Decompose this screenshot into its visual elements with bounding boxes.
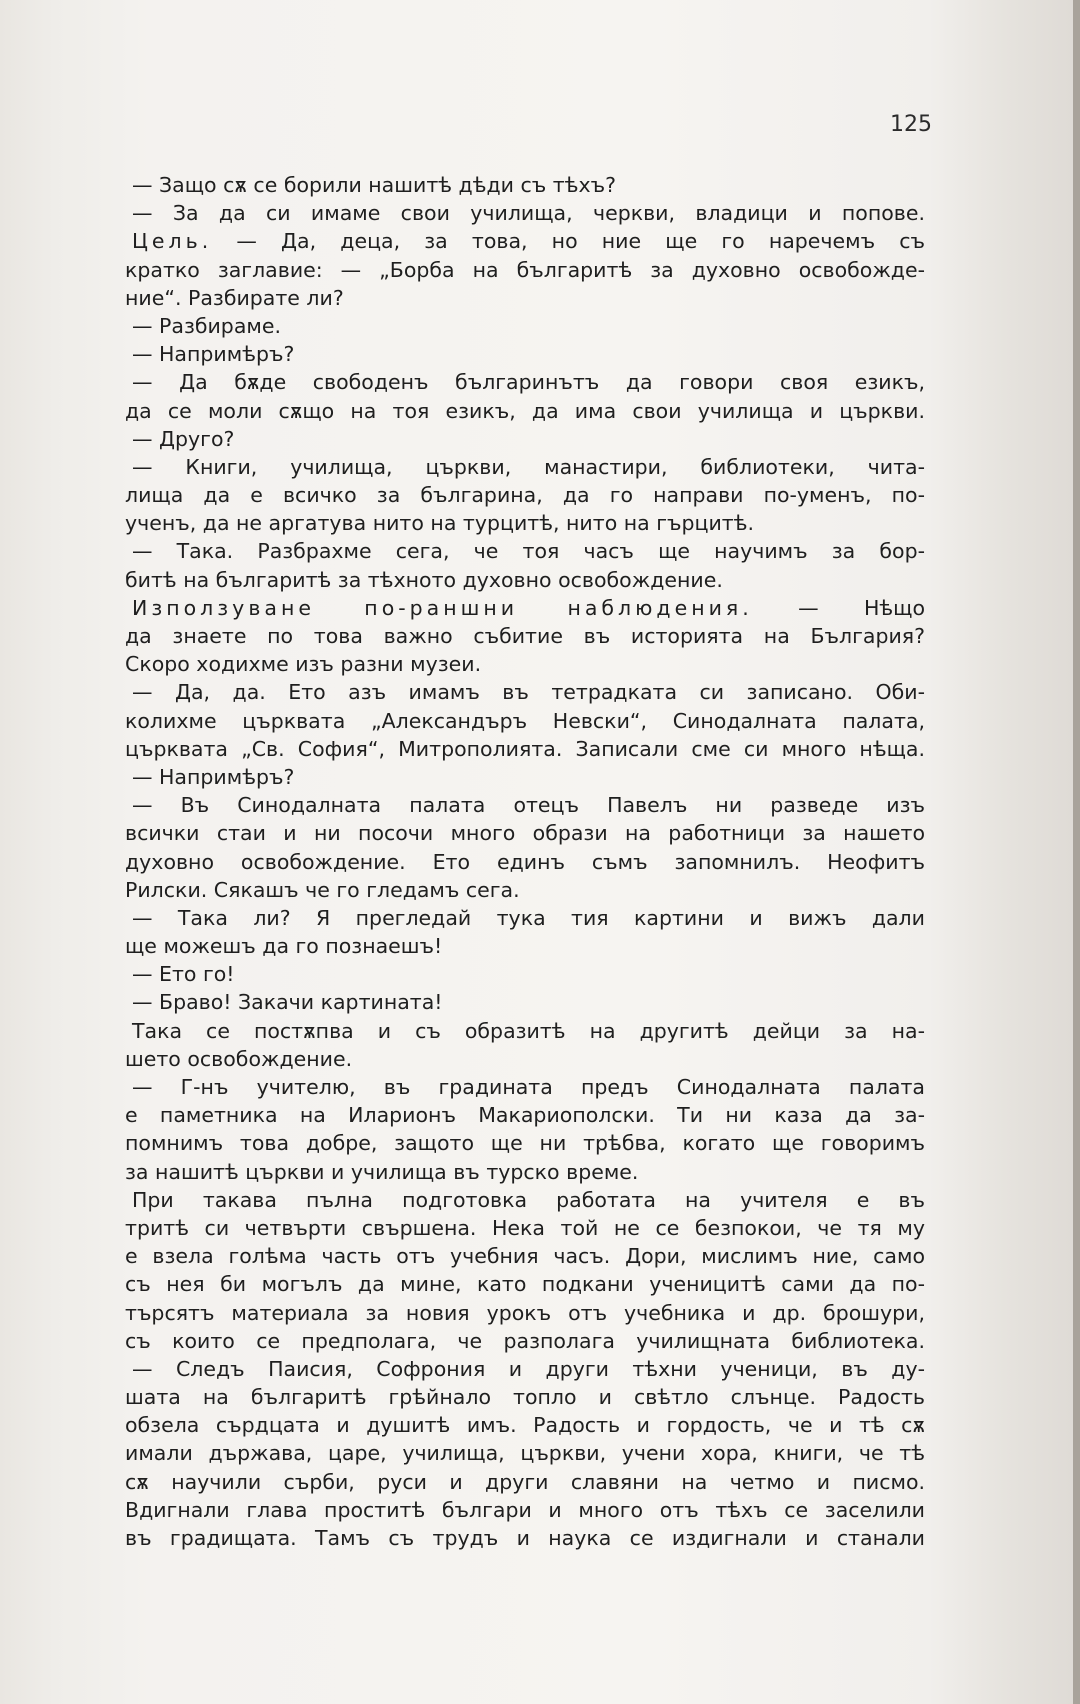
text-line [125,622,925,650]
text-line [125,678,925,706]
line-text: — Да, деца, за това, но ние ще го наречемъ съ [212,229,925,254]
line-text: — Напримѣръ? [132,764,295,789]
text-line [125,1158,925,1186]
line-text: ученъ, да не аргатува нито на турцитѣ, нито на гърцитѣ. [125,511,755,536]
text-line [125,1383,925,1411]
line-text: При такава пълна подготовка работата на учителя е въ [132,1187,925,1212]
line-text: шето освобождение. [125,1046,353,1071]
text-line [125,1439,925,1467]
text-line [125,537,925,565]
line-text: лища да е всичко за българина, да го направи по-уменъ, по- [125,483,925,508]
text-line [125,876,925,904]
text-line [125,340,925,368]
text-line [125,397,925,425]
line-text: — Така. Разбрахме сега, че тоя часъ ще научимъ за бор- [132,539,925,564]
text-line [125,566,925,594]
text-line [125,453,925,481]
text-line [125,481,925,509]
line-text: — Друго? [132,426,235,451]
text-line [125,1045,925,1073]
text-line [125,791,925,819]
text-line [125,227,925,255]
text-line [125,1468,925,1496]
text-line [125,763,925,791]
text-line [125,960,925,988]
line-text: е паметника на Иларионъ Макариополски. Ти ни каза да за- [125,1103,925,1128]
line-text: — Да, да. Ето азъ имамъ въ тетрадката си записано. Оби- [132,680,925,705]
text-line [125,848,925,876]
line-text: — Защо сѫ се борили нашитѣ дѣди съ тѣхъ? [132,173,617,197]
line-text: колихме църквата „Александъръ Невски“, Синодалната палата, [125,708,925,733]
text-line [125,1129,925,1157]
text-line [125,1299,925,1327]
line-text: битѣ на българитѣ за тѣхното духовно освобождение. [125,567,723,592]
line-text: за нашитѣ църкви и училища въ турско време. [125,1159,639,1184]
line-text: въ градищата. Тамъ съ трудъ и наука се издигнали и станали [125,1526,925,1550]
spaced-heading: Използуване по-раншни наблюдения. [132,595,753,620]
text-line [125,256,925,284]
line-text: съ нея би могълъ да мине, като подкани ученицитѣ сами да по- [125,1272,925,1297]
line-text: тритѣ си четвърти свършена. Нека той не се безпокои, че тя му [125,1215,925,1240]
line-text: ние“. Разбирате ли? [125,285,344,310]
line-text: — Г-нъ учителю, въ градината предъ Синодалната палата [132,1075,925,1099]
line-text: всички стаи и ни посочи много образи на работници за нашето [125,821,925,846]
text-line [125,1186,925,1214]
spaced-heading: Цель. [132,229,213,254]
text-line [125,425,925,453]
line-text: — Ето го! [132,962,235,987]
page-number: 125 [890,112,932,137]
text-line [125,1073,925,1101]
page-edge-shadow [1073,0,1080,1704]
text-line [125,650,925,678]
line-text: търсятъ материала за новия урокъ отъ учебника и др. брошури, [125,1300,925,1325]
text-line [125,707,925,735]
line-text: ще можешъ да го познаешъ! [125,934,443,959]
text-line [125,1101,925,1129]
text-line [125,819,925,847]
line-text: Така се постѫпва и съ образитѣ на другитѣ дейци за на- [132,1018,925,1043]
line-text: — Следъ Паисия, Софрония и други тѣхни ученици, въ ду- [132,1356,925,1381]
text-line [125,1355,925,1383]
line-text: — Така ли? Я прегледай тука тия картини и вижъ дали [132,905,925,930]
text-line [125,932,925,960]
line-text: — Напримѣръ? [132,342,295,367]
text-line [125,509,925,537]
text-line [125,1496,925,1524]
text-line [125,284,925,312]
line-text: Рилски. Сякашъ че го гледамъ сега. [125,877,520,902]
line-text: Скоро ходихме изъ разни музеи. [125,652,482,677]
line-text: — Нѣщо [752,595,925,620]
line-text: — Браво! Закачи картината! [132,990,443,1015]
line-text: — Разбираме. [132,313,281,338]
text-line [125,312,925,340]
text-line [125,1242,925,1270]
text-line [125,171,925,199]
text-line [125,594,925,622]
line-text: Вдигнали глава проститѣ българи и много отъ тѣхъ се заселили [125,1497,925,1522]
text-line [125,1524,925,1552]
text-line [125,904,925,932]
line-text: помнимъ това добре, защото ще ни трѣбва, когато ще говоримъ [125,1131,925,1156]
text-line [125,1327,925,1355]
line-text: да знаете по това важно събитие въ историята на България? [125,624,925,648]
text-line [125,368,925,396]
line-text: е взела голѣма часть отъ учебния часъ. Дори, мислимъ ние, само [125,1244,925,1269]
body-text [125,171,925,1552]
line-text: съ които се предполага, че разполага училищната библиотека. [125,1328,925,1353]
line-text: сѫ научили сърби, руси и други славяни на четмо и писмо. [125,1469,925,1494]
line-text: имали държава, царе, училища, църкви, учени хора, книги, че тѣ [125,1441,925,1466]
text-line [125,988,925,1016]
line-text: църквата „Св. София“, Митрополията. Записали сме си много нѣща. [125,736,925,761]
text-line [125,1411,925,1439]
line-text: духовно освобождение. Ето единъ съмъ запомнилъ. Неофитъ [125,849,925,874]
line-text: — Книги, училища, църкви, манастири, библиотеки, чита- [132,454,925,479]
line-text: обзела сърдцата и душитѣ имъ. Радость и гордость, че и тѣ сѫ [125,1413,925,1438]
line-text: — Въ Синодалната палата отецъ Павелъ ни разведе изъ [132,793,925,818]
text-line [125,199,925,227]
text-line [125,1214,925,1242]
line-text: — Да бѫде свободенъ българинътъ да говори своя езикъ, [132,370,925,395]
line-text: да се моли сѫщо на тоя езикъ, да има свои училища и църкви. [125,398,925,423]
line-text: кратко заглавие: — „Борба на българитѣ за духовно освобожде- [125,257,925,282]
text-line [125,1270,925,1298]
text-line [125,735,925,763]
line-text: шата на българитѣ грѣйнало топло и свѣтло слънце. Радость [125,1385,925,1410]
text-line [125,1017,925,1045]
line-text: — За да си имаме свои училища, черкви, владици и попове. [132,201,925,226]
